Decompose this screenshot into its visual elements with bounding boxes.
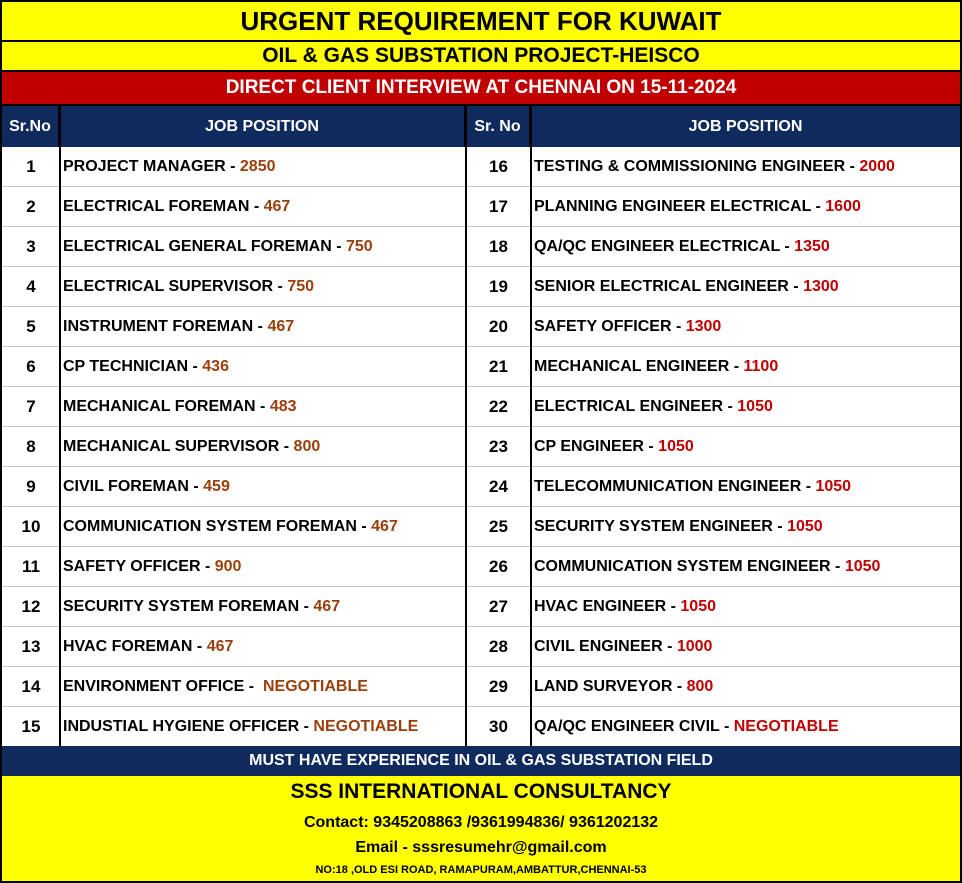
job-title: SECURITY SYSTEM FOREMAN -: [63, 598, 314, 615]
job-position-cell: [531, 667, 960, 707]
job-title: CP TECHNICIAN -: [63, 358, 203, 375]
salary-value: 1050: [658, 438, 694, 455]
job-position-cell: [60, 587, 466, 627]
serial-number: 22: [489, 397, 508, 416]
job-position-cell: [531, 187, 960, 227]
serial-number: 11: [22, 557, 40, 576]
column-divider: [530, 106, 532, 746]
job-title: MECHANICAL SUPERVISOR -: [63, 438, 294, 455]
salary-value: 1300: [685, 318, 722, 335]
job-position-cell: [531, 427, 960, 467]
table-row: [2, 547, 960, 587]
job-position-cell: [60, 267, 466, 307]
job-position-cell: [531, 547, 960, 587]
company-name: SSS INTERNATIONAL CONSULTANCY: [290, 780, 672, 803]
job-position-cell: [531, 147, 960, 187]
job-title: COMMUNICATION SYSTEM FOREMAN -: [63, 518, 372, 535]
serial-number: 19: [489, 277, 508, 296]
experience-note: MUST HAVE EXPERIENCE IN OIL & GAS SUBSTATION FIELD: [2, 746, 960, 776]
salary-value: 467: [313, 598, 341, 615]
serial-number: 23: [489, 437, 508, 456]
serial-number: 6: [26, 357, 36, 376]
serial-number: 24: [489, 477, 508, 496]
job-title: TESTING & COMMISSIONING ENGINEER -: [534, 158, 860, 175]
serial-number: 26: [489, 557, 508, 576]
salary-value: 800: [686, 678, 714, 695]
salary-value: 2850: [239, 158, 276, 175]
job-title: SAFETY OFFICER -: [63, 558, 215, 575]
salary-value: 467: [206, 638, 234, 655]
job-title: ELECTRICAL GENERAL FOREMAN -: [63, 238, 346, 255]
salary-value: 1100: [743, 358, 779, 375]
salary-value: 1300: [803, 278, 839, 295]
table-row: [2, 507, 960, 547]
job-position-cell: [60, 387, 466, 427]
job-position-cell: [531, 707, 960, 747]
company-address: NO:18 ,OLD ESI ROAD, RAMAPURAM,AMBATTUR,CHENNAI-53: [315, 864, 647, 876]
salary-value: 1600: [825, 198, 861, 215]
salary-value: 483: [269, 398, 297, 415]
serial-number: 8: [26, 437, 36, 456]
job-title: PLANNING ENGINEER ELECTRICAL -: [534, 198, 826, 215]
serial-number: 13: [21, 637, 41, 656]
salary-value: 750: [345, 238, 373, 255]
job-title: COMMUNICATION SYSTEM ENGINEER -: [534, 558, 845, 575]
job-title: HVAC ENGINEER -: [534, 598, 681, 615]
serial-number: 27: [489, 597, 508, 616]
job-title: INSTRUMENT FOREMAN -: [63, 318, 268, 335]
header-srno-left: Sr.No: [2, 106, 60, 147]
salary-value: 1050: [787, 518, 823, 535]
serial-number: 2: [26, 197, 36, 216]
salary-value: 1050: [737, 398, 773, 415]
job-position-cell: [60, 227, 466, 267]
serial-number: 20: [489, 317, 508, 336]
job-title: LAND SURVEYOR -: [534, 678, 687, 695]
job-title: HVAC FOREMAN -: [63, 638, 207, 655]
poster-title: URGENT REQUIREMENT FOR KUWAIT: [2, 2, 960, 42]
job-position-cell: [60, 427, 466, 467]
job-position-cell: [60, 507, 466, 547]
salary-value: 750: [287, 278, 315, 295]
serial-number: 17: [489, 197, 508, 216]
serial-number: 25: [489, 517, 508, 536]
table-row: [2, 187, 960, 227]
job-title: MECHANICAL ENGINEER -: [534, 358, 744, 375]
column-divider: [465, 106, 467, 746]
job-position-cell: [531, 267, 960, 307]
job-title: TELECOMMUNICATION ENGINEER -: [534, 478, 816, 495]
serial-number: 3: [26, 237, 36, 256]
job-position-cell: [531, 587, 960, 627]
project-subtitle: OIL & GAS SUBSTATION PROJECT-HEISCO: [2, 42, 960, 72]
serial-number: 9: [26, 477, 36, 496]
salary-value: 459: [203, 478, 230, 495]
contact-numbers: Contact: 9345208863 /9361994836/ 9361202132: [303, 814, 659, 831]
job-position-cell: [60, 347, 466, 387]
job-position-cell: [60, 627, 466, 667]
job-title: INDUSTIAL HYGIENE OFFICER -: [63, 718, 314, 735]
table-row: [2, 667, 960, 707]
table-row: [2, 227, 960, 267]
serial-number: 18: [489, 237, 508, 256]
job-title: MECHANICAL FOREMAN -: [63, 398, 270, 415]
salary-value: 436: [202, 358, 229, 375]
interview-banner: DIRECT CLIENT INTERVIEW AT CHENNAI ON 15-11-2024: [2, 72, 960, 106]
job-position-cell: [531, 347, 960, 387]
table-row: [2, 387, 960, 427]
job-position-cell: [531, 387, 960, 427]
job-position-cell: [60, 147, 466, 187]
table-row: [2, 147, 960, 187]
job-position-cell: [531, 627, 960, 667]
table-row: [2, 427, 960, 467]
job-title: CIVIL ENGINEER -: [534, 638, 677, 655]
job-position-cell: [531, 467, 960, 507]
job-position-cell: [60, 187, 466, 227]
serial-number: 4: [26, 277, 36, 296]
table-row: [2, 707, 960, 747]
job-position-cell: [60, 667, 466, 707]
salary-value: 2000: [859, 158, 895, 175]
job-title: SENIOR ELECTRICAL ENGINEER -: [534, 278, 804, 295]
serial-number: 12: [21, 597, 41, 616]
salary-value: 1050: [680, 598, 716, 615]
table-header: [2, 106, 960, 147]
job-title: QA/QC ENGINEER CIVIL -: [534, 718, 734, 735]
table-row: [2, 627, 960, 667]
job-position-cell: [60, 547, 466, 587]
header-srno-right: Sr. No: [466, 106, 531, 147]
serial-number: 1: [26, 157, 36, 176]
job-title: CP ENGINEER -: [534, 438, 659, 455]
job-position-cell: [531, 507, 960, 547]
serial-number: 7: [26, 397, 36, 416]
job-position-cell: [60, 707, 466, 747]
job-position-cell: [531, 227, 960, 267]
salary-value: 1050: [844, 558, 881, 575]
job-title: ELECTRICAL SUPERVISOR -: [63, 278, 288, 295]
salary-value: 800: [293, 438, 321, 455]
table-row: [2, 307, 960, 347]
serial-number: 15: [21, 717, 41, 736]
table-row: [2, 587, 960, 627]
header-position-left: JOB POSITION: [60, 106, 466, 147]
job-position-cell: [60, 467, 466, 507]
job-title: CIVIL FOREMAN -: [63, 478, 204, 495]
serial-number: 5: [26, 317, 36, 336]
salary-value: NEGOTIABLE: [263, 678, 368, 695]
salary-value: NEGOTIABLE: [733, 718, 839, 735]
salary-value: 467: [371, 518, 398, 535]
serial-number: 10: [21, 517, 41, 536]
job-title: ENVIRONMENT OFFICE -: [63, 678, 263, 695]
job-position-cell: [60, 307, 466, 347]
salary-value: 467: [263, 198, 291, 215]
table-row: [2, 467, 960, 507]
serial-number: 28: [489, 637, 508, 656]
salary-value: 1350: [794, 238, 830, 255]
salary-value: 1000: [676, 638, 713, 655]
serial-number: 16: [489, 157, 508, 176]
table-row: [2, 347, 960, 387]
contact-email: Email - sssresumehr@gmail.com: [355, 839, 607, 856]
job-title: SECURITY SYSTEM ENGINEER -: [534, 518, 788, 535]
job-title: QA/QC ENGINEER ELECTRICAL -: [534, 238, 795, 255]
job-table: [2, 147, 960, 745]
column-divider: [59, 106, 61, 746]
footer: [2, 776, 960, 881]
serial-number: 14: [21, 677, 41, 696]
salary-value: 900: [214, 558, 242, 575]
salary-value: NEGOTIABLE: [313, 718, 419, 735]
header-position-right: JOB POSITION: [531, 106, 960, 147]
job-title: ELECTRICAL ENGINEER -: [534, 398, 738, 415]
serial-number: 29: [489, 677, 508, 696]
serial-number: 21: [489, 357, 508, 376]
table-row: [2, 267, 960, 307]
job-position-cell: [531, 307, 960, 347]
job-title: ELECTRICAL FOREMAN -: [63, 198, 264, 215]
salary-value: 467: [267, 318, 295, 335]
job-title: PROJECT MANAGER -: [63, 158, 240, 175]
serial-number: 30: [489, 717, 508, 736]
salary-value: 1050: [815, 478, 852, 495]
job-title: SAFETY OFFICER -: [534, 318, 686, 335]
